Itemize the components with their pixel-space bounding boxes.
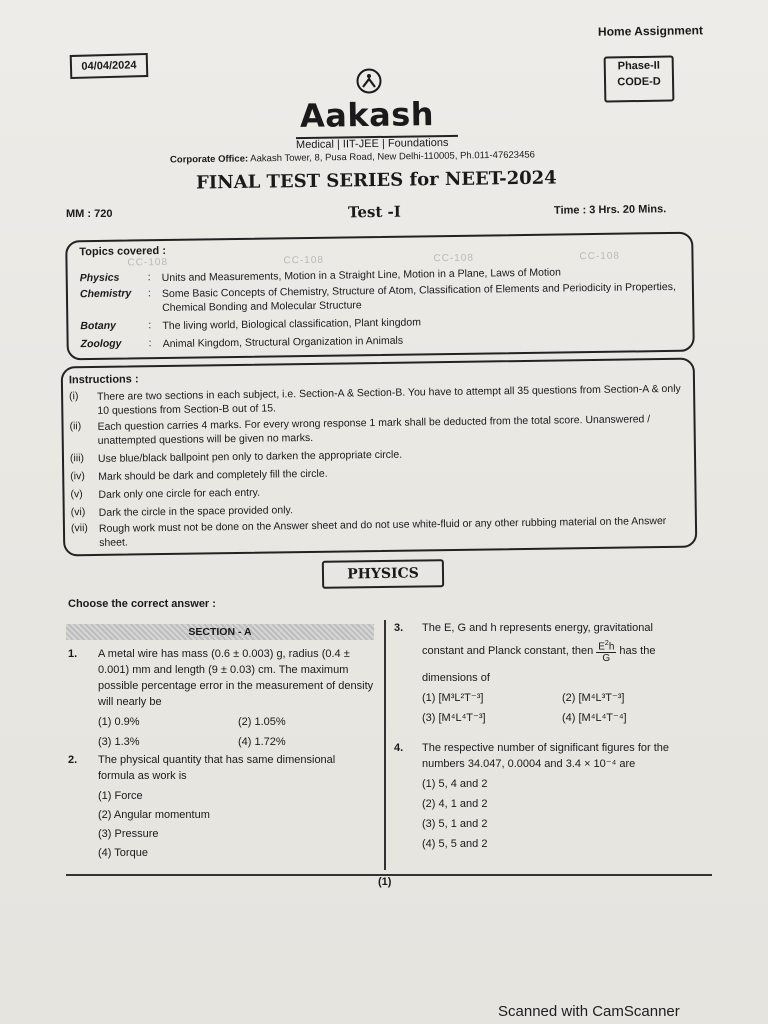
topic-text: Animal Kingdom, Structural Organization in Animals: [162, 334, 404, 351]
option: (1) [M³L²T⁻³]: [422, 692, 484, 705]
fraction-denominator: G: [602, 653, 611, 665]
option: (4) 5, 5 and 2: [422, 838, 488, 850]
choose-answer-label: Choose the correct answer :: [68, 598, 216, 610]
option: (2) [M⁴L³T⁻³]: [562, 692, 625, 705]
question-text: The E, G and h represents energy, gravitational: [422, 622, 653, 634]
question-1: [68, 646, 374, 750]
instruction-item: (v) Dark only one circle for each entry.: [70, 486, 261, 501]
option: (1) 0.9%: [98, 716, 140, 728]
option: (3) 1.3%: [98, 736, 140, 748]
option: (4) [M⁴L⁴T⁻⁴]: [562, 712, 627, 725]
option: (2) Angular momentum: [98, 809, 210, 821]
instructions-heading: Instructions :: [68, 373, 139, 387]
test-number: Test -I: [347, 202, 401, 222]
phase-code-box: [604, 55, 675, 102]
home-assignment-label: Home Assignment: [597, 23, 703, 39]
scanner-watermark: Scanned with CamScanner: [498, 1003, 680, 1020]
instruction-item: (vi) Dark the circle in the space provided only.: [70, 504, 293, 519]
question-3: [394, 620, 710, 726]
column-divider: [384, 620, 386, 870]
instructions-box: [61, 358, 698, 557]
question-expression: [422, 638, 710, 664]
topic-subject: Physics: [79, 271, 120, 285]
aakash-logo-icon: [356, 68, 382, 94]
option: (1) 5, 4 and 2: [422, 778, 488, 790]
fraction-numerator: $E^2h$: [598, 640, 615, 653]
test-series-title: FINAL TEST SERIES for NEET-2024: [195, 167, 557, 194]
option: (2) 1.05%: [238, 716, 286, 728]
topic-row: Chemistry : Some Basic Concepts of Chemistry, Structure of Atom, Classification of Elements and Periodicity in Properties, Chemical Bonding and Molecular Structure: [80, 280, 682, 316]
brand-tagline: Medical | IIT-JEE | Foundations: [295, 136, 449, 152]
options: [98, 714, 374, 750]
instruction-item: (iii) Use blue/black ballpoint pen only to darken the appropriate circle.: [69, 448, 403, 465]
time-limit: Time : 3 Hrs. 20 Mins.: [553, 203, 667, 217]
cc-watermark: CC-108: [579, 250, 621, 263]
instruction-item: (ii) Each question carries 4 marks. For every wrong response 1 mark shall be deducted from the total score. Unanswered / unattempted questions will be given no marks.: [69, 413, 651, 447]
topic-row: Physics : Units and Measurements, Motion in a Straight Line, Motion in a Plane, Laws of Motion: [80, 264, 682, 286]
question-text-continued: dimensions of: [422, 672, 490, 685]
brand-name: Aakash: [299, 95, 435, 135]
question-text: The respective number of significant figures for the numbers 34.047, 0.0004 and 3.4 × 10⁻⁴ are: [422, 742, 670, 770]
expression-suffix: has the: [619, 645, 656, 658]
corporate-office-label: Corporate Office:: [169, 153, 249, 166]
instruction-item: (vii) Rough work must not be done on the Answer sheet and do not use white-fluid or any other rubbing material on the Answer sheet.: [70, 514, 667, 549]
max-marks: MM : 720: [66, 208, 113, 220]
topic-subject: Botany: [80, 319, 117, 333]
question-number: 1.: [68, 648, 78, 660]
phase-label: Phase-II: [617, 59, 660, 73]
option: (4) 1.72%: [238, 736, 286, 748]
option: (3) [M⁴L⁴T⁻³]: [422, 712, 486, 725]
physics-heading: PHYSICS: [322, 559, 444, 589]
options: [422, 776, 710, 852]
topic-row: Botany : The living world, Biological classification, Plant kingdom: [80, 312, 682, 334]
topic-text: Units and Measurements, Motion in a Straight Line, Motion in a Plane, Laws of Motion: [161, 266, 561, 285]
options: [422, 690, 710, 726]
code-label: CODE-D: [617, 75, 661, 89]
option: (3) Pressure: [98, 828, 159, 840]
page-number: (1): [378, 876, 392, 888]
topics-heading: Topics covered :: [79, 244, 167, 259]
fraction: [596, 638, 616, 664]
cc-watermark: CC-108: [127, 256, 169, 269]
option: (3) 5, 1 and 2: [422, 818, 488, 830]
topics-box: [65, 232, 695, 361]
question-number: 3.: [394, 622, 404, 634]
option: (4) Torque: [98, 847, 148, 859]
option: (2) 4, 1 and 2: [422, 798, 488, 810]
corporate-office: [170, 149, 535, 165]
instruction-item: (i) There are two sections in each subject, i.e. Section-A & Section-B. You have to attempt all 35 questions from Section-A & only 10 questions from Section-B out of 15.: [69, 382, 681, 417]
options: [98, 788, 374, 861]
date-box: 04/04/2024: [70, 53, 149, 79]
instruction-item: (iv) Mark should be dark and completely fill the circle.: [70, 467, 328, 483]
topic-row: Zoology : Animal Kingdom, Structural Organization in Animals: [81, 330, 683, 352]
question-2: [68, 752, 374, 861]
option: (1) Force: [98, 790, 143, 802]
cc-watermark: CC-108: [433, 252, 475, 265]
question-text: A metal wire has mass (0.6 ± 0.003) g, radius (0.4 ± 0.001) mm and length (9 ± 0.03) cm. The maximum possible percentage error in the measurement of density will nearly be: [98, 648, 374, 708]
section-a-bar: SECTION - A: [66, 624, 374, 640]
topic-subject: Chemistry: [79, 287, 132, 301]
expression-prefix: constant and Planck constant, then: [422, 645, 594, 658]
question-number: 2.: [68, 754, 78, 766]
topic-subject: Zoology: [80, 337, 122, 351]
corporate-office-address: Aakash Tower, 8, Pusa Road, New Delhi-110005, Ph.011-47623456: [250, 149, 535, 165]
topic-text: The living world, Biological classification, Plant kingdom: [162, 316, 422, 333]
cc-watermark: CC-108: [283, 254, 325, 267]
question-4: [394, 740, 710, 852]
question-text: The physical quantity that has same dimensional formula as work is: [98, 754, 336, 782]
question-number: 4.: [394, 742, 404, 754]
topic-text: Some Basic Concepts of Chemistry, Structure of Atom, Classification of Elements and Periodicity in Properties, Chemical Bonding and Molecular Structure: [161, 280, 676, 315]
